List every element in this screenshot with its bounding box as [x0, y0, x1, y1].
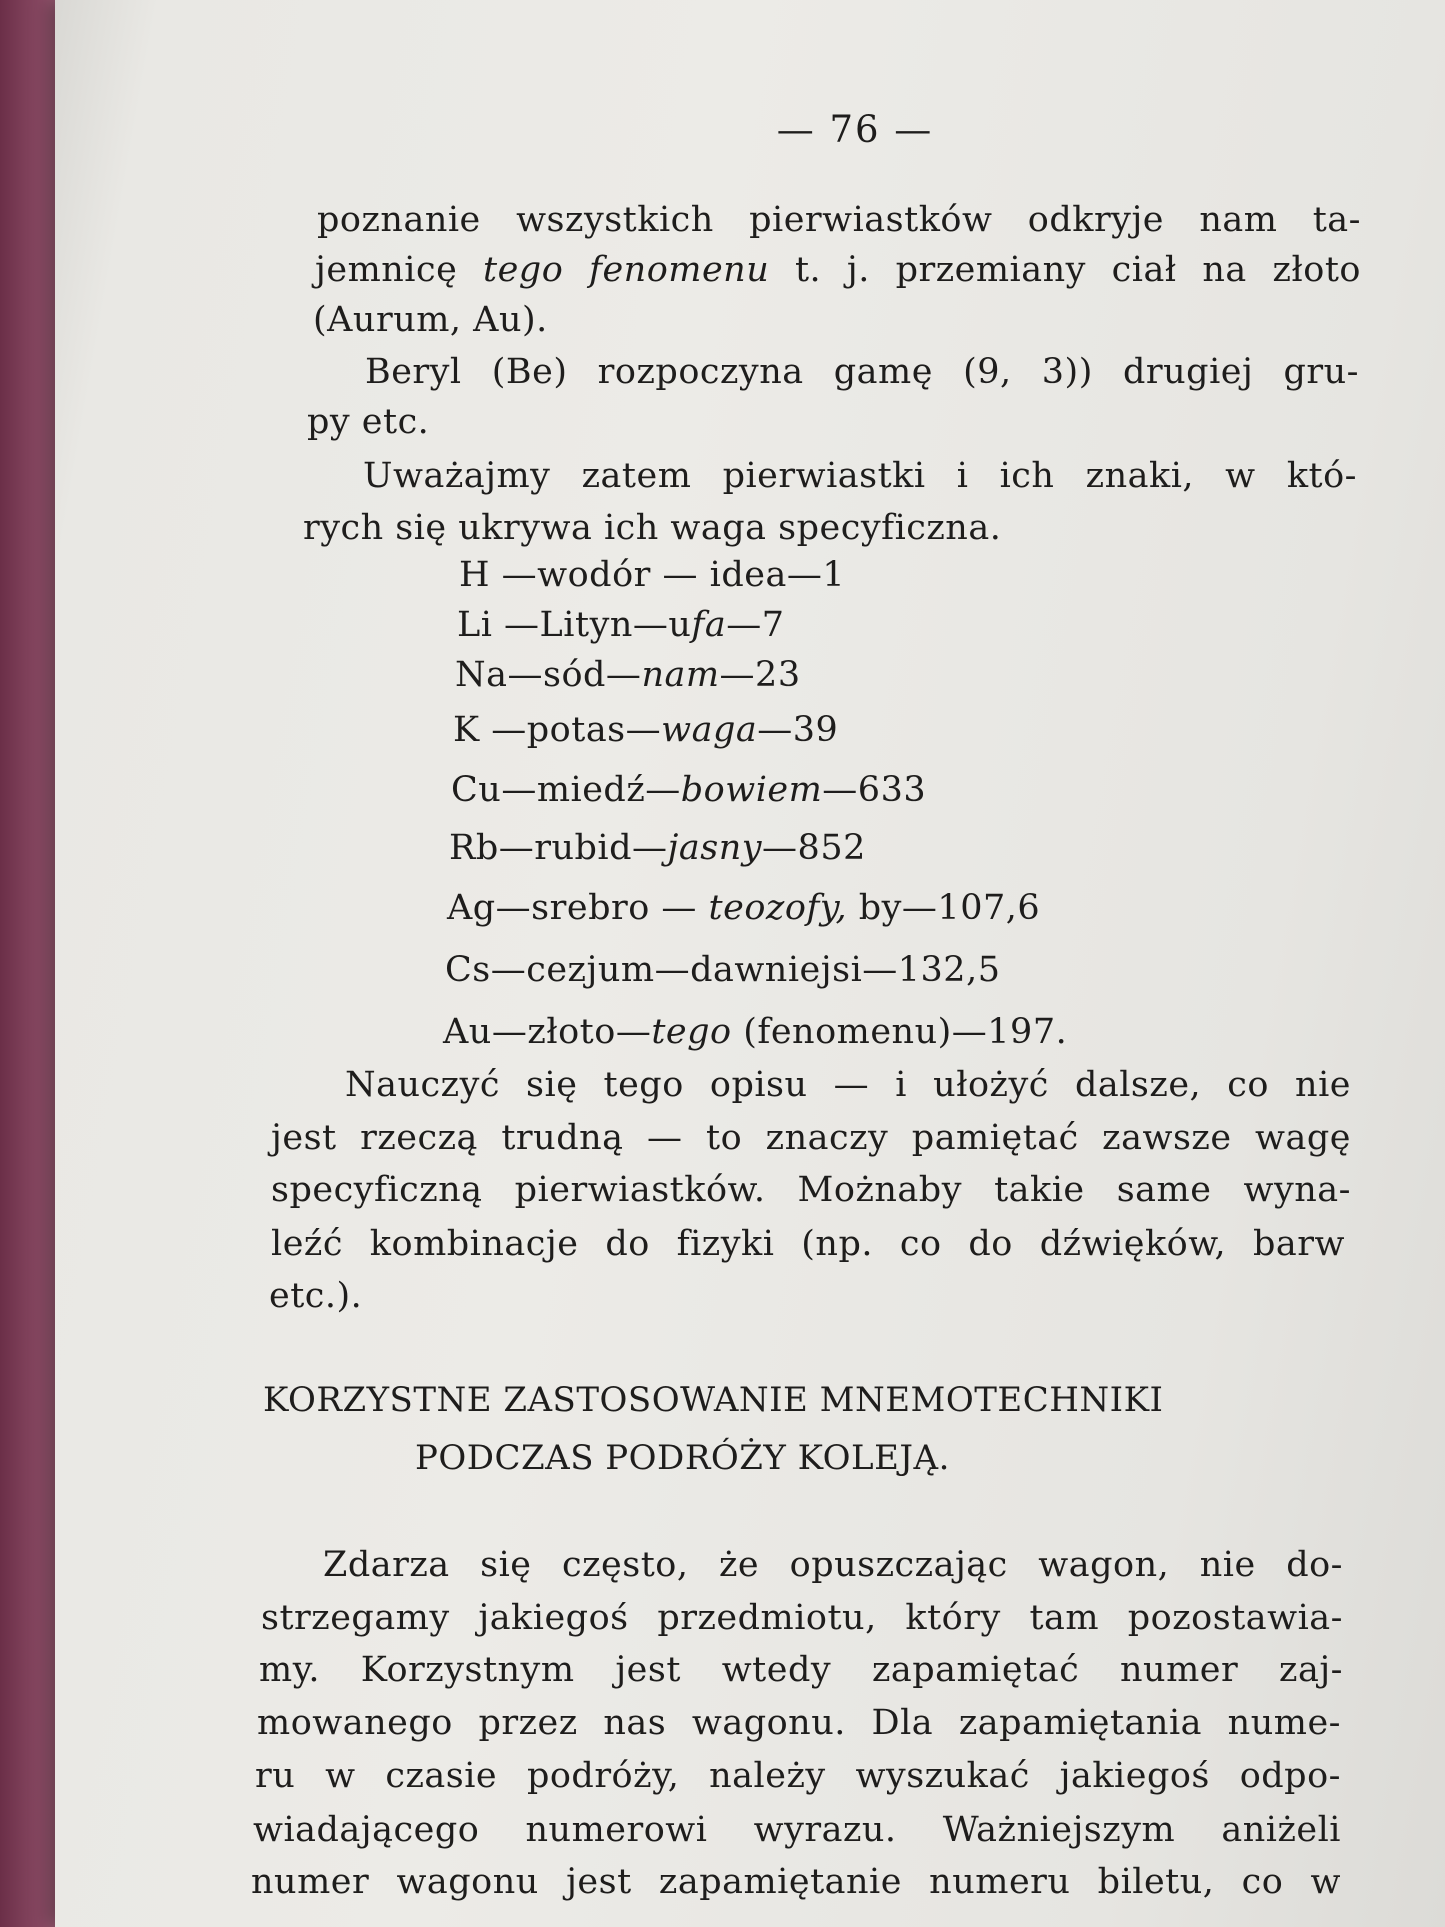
paragraph-5-line-2: strzegamy jakiegoś przedmiotu, który tam pozostawia-	[261, 1598, 1343, 1638]
element-list-item	[457, 605, 785, 645]
element-text: K —potas—	[453, 710, 662, 750]
paragraph-4-line-2: jest rzeczą trudną — to znaczy pamiętać zawsze wagę	[271, 1118, 1351, 1158]
element-text: Ag—srebro —	[447, 888, 709, 928]
element-list-item	[459, 555, 845, 595]
element-list-item	[449, 828, 866, 868]
section-heading-line-1: KORZYSTNE ZASTOSOWANIE MNEMOTECHNIKI	[263, 1380, 1164, 1420]
element-text: Au—złoto—	[443, 1012, 652, 1052]
paragraph-4-line-3: specyficzną pierwiastków. Możnaby takie same wyna-	[271, 1170, 1351, 1210]
element-list-item	[453, 710, 838, 750]
element-list-item	[443, 1012, 1067, 1052]
paragraph-5-line-5: ru w czasie podróży, należy wyszukać jakiegoś odpo-	[255, 1756, 1341, 1796]
element-list-item	[447, 888, 1040, 928]
element-italic: jasny	[667, 828, 763, 868]
element-text: Na—sód—	[455, 655, 642, 695]
element-italic: nam	[641, 655, 720, 695]
element-list-item	[451, 770, 926, 810]
element-tail: (fenomenu)—197.	[731, 1012, 1068, 1052]
element-text: Li —Lityn—u	[457, 605, 692, 645]
element-tail: by—107,6	[847, 888, 1041, 928]
element-list-item	[445, 950, 1000, 990]
paragraph-1-line-1: poznanie wszystkich pierwiastków odkryje nam ta-	[317, 200, 1361, 240]
paragraph-3-line-1: Uważajmy zatem pierwiastki i ich znaki, w któ-	[363, 456, 1357, 496]
book-page	[55, 0, 1445, 1927]
element-italic: bowiem	[680, 770, 823, 810]
element-italic: fa	[691, 605, 727, 645]
paragraph-4-line-5: etc.).	[269, 1276, 363, 1316]
element-text: Rb—rubid—	[449, 828, 668, 868]
paragraph-3-line-2: rych się ukrywa ich waga specyficzna.	[303, 508, 1002, 548]
element-text: Cs—cezjum—dawniejsi—132,5	[445, 950, 1001, 990]
page-number: — 76 —	[776, 108, 934, 151]
paragraph-5-line-4: mowanego przez nas wagonu. Dla zapamiętania nume-	[257, 1703, 1341, 1743]
paragraph-4-line-4: leźć kombinacje do fizyki (np. co do dźwięków, barw	[271, 1224, 1345, 1264]
element-list-item	[455, 655, 801, 695]
element-text: H —wodór — idea—1	[459, 555, 846, 595]
paragraph-5-line-7: numer wagonu jest zapamiętanie numeru biletu, co w	[251, 1862, 1341, 1902]
page-content	[55, 0, 1445, 1927]
paragraph-1-line-2-a: jemnicę	[315, 250, 484, 290]
element-italic: teozofy,	[708, 888, 848, 928]
element-tail: —633	[822, 770, 927, 810]
paragraph-4-line-1: Nauczyć się tego opisu — i ułożyć dalsze, co nie	[345, 1065, 1351, 1105]
element-italic: waga	[661, 710, 758, 750]
element-tail: —7	[726, 605, 785, 645]
element-tail: —39	[757, 710, 839, 750]
paragraph-5-line-6: wiadającego numerowi wyrazu. Ważniejszym aniżeli	[253, 1810, 1341, 1850]
element-italic: tego	[651, 1012, 732, 1052]
section-heading-line-2: PODCZAS PODRÓŻY KOLEJĄ.	[415, 1438, 950, 1478]
paragraph-1-line-3: (Aurum, Au).	[313, 300, 548, 340]
element-text: Cu—miedź—	[451, 770, 681, 810]
paragraph-5-line-3: my. Korzystnym jest wtedy zapamiętać numer zaj-	[259, 1650, 1343, 1690]
element-tail: —23	[719, 655, 801, 695]
paragraph-1-line-2-italic: tego fenomenu	[483, 250, 770, 290]
paragraph-2-line-2: py etc.	[307, 402, 430, 442]
paragraph-5-line-1: Zdarza się często, że opuszczając wagon, nie do-	[323, 1545, 1343, 1585]
element-tail: —852	[762, 828, 866, 868]
paragraph-1-line-2-c: t. j. przemiany ciał na złoto	[769, 250, 1361, 290]
paragraph-1-line-2	[315, 250, 1361, 290]
paragraph-2-line-1: Beryl (Be) rozpoczyna gamę (9, 3)) drugiej gru-	[365, 352, 1359, 392]
